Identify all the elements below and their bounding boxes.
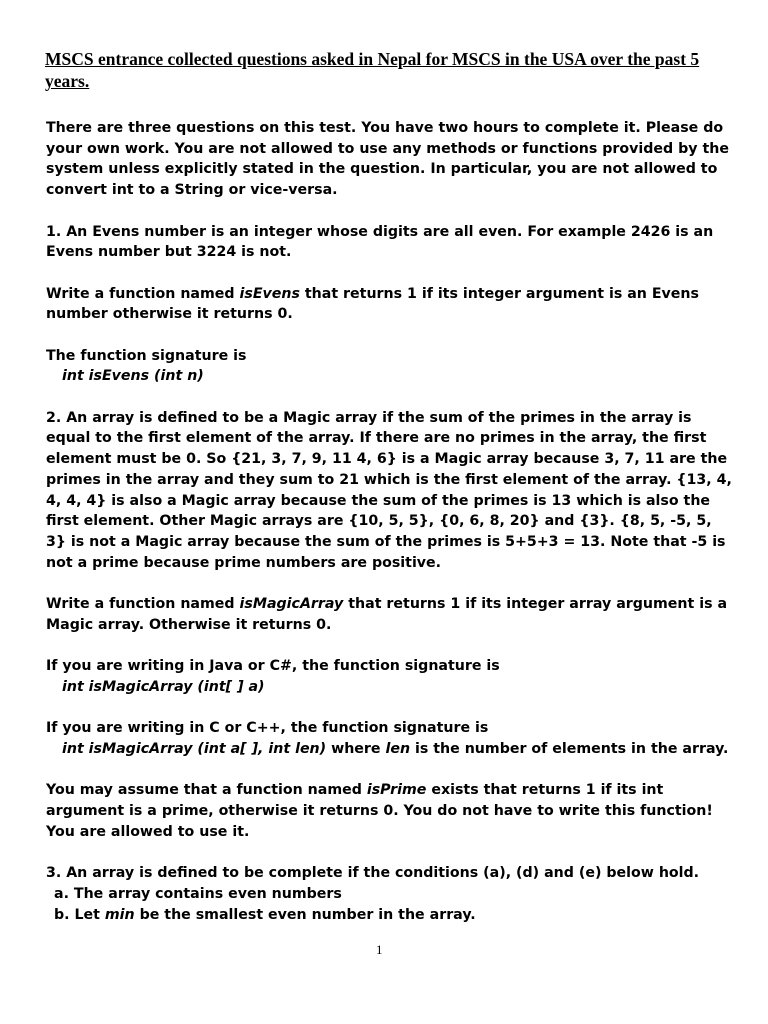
q2-text: 2. An array is defined to be a Magic array if the sum of the primes in the array is equal to the first element of the array. If there are no primes in the array, the first element must be 0. So {21, 3, 7, 9, 11 4, 6} is a Magic array because 3, 7, 11 are the primes in the array and they sum to 21 which is the first element of the array. {13, 4, 4, 4, 4} is also a Magic array because the sum of the primes is 13 which is also the first element. Other Magic arrays are {10, 5, 5}, {0, 6, 8, 20} and {3}. {8, 5, -5, 5, 3} is not a Magic array because the sum of the primes is 5+5+3 = 13. Note that -5 is not a prime because prime numbers are positive. — [46, 409, 732, 571]
q2-java-signature: int isMagicArray (int[ ] a) — [62, 678, 265, 695]
q3-text: 3. An array is defined to be complete if the conditions (a), (d) and (e) below hold. — [46, 865, 700, 882]
q3-condition-b: b. Let min be the smallest even number in the array. — [54, 906, 476, 923]
q2-prime-note: You may assume that a function named isPrime exists that returns 1 if its int argument is a prime, otherwise it returns 0. You do not have to write this function! You are allowed to use it. — [46, 782, 713, 840]
q1-signature-label: The function signature is — [46, 347, 247, 364]
page-number: 1 — [376, 942, 383, 957]
q2-java-label: If you are writing in Java or C#, the function signature is — [46, 658, 500, 675]
q1-text: 1. An Evens number is an integer whose digits are all even. For example 2426 is an Evens number but 3224 is not. — [46, 223, 714, 261]
q1-function-name: isEvens — [239, 285, 300, 302]
q1-signature: int isEvens (int n) — [62, 368, 204, 385]
q2-write: Write a function named isMagicArray that returns 1 if its integer array argument is a Magic array. Otherwise it returns 0. — [46, 596, 728, 633]
q2-c-signature: int isMagicArray (int a[ ], int len) where len is the number of elements in the array. — [62, 740, 729, 757]
q1-write: Write a function named isEvens that returns 1 if its integer argument is an Evens number otherwise it returns 0. — [46, 285, 699, 323]
document-title: MSCS entrance collected questions asked in Nepal for MSCS in the USA over the past 5 years. — [45, 49, 700, 91]
q2-c-label: If you are writing in C or C++, the function signature is — [46, 720, 489, 737]
intro-paragraph: There are three questions on this test. You have two hours to complete it. Please do your own work. You are not allowed to use any methods or functions provided by the system unless explicitly stated in the question. In particular, you are not allowed to convert int to a String or vice-versa. — [46, 120, 729, 199]
q2-prime-name: isPrime — [366, 782, 427, 799]
q3-condition-a: a. The array contains even numbers — [54, 885, 342, 902]
document-body — [46, 118, 736, 925]
q2-function-name: isMagicArray — [239, 596, 344, 613]
